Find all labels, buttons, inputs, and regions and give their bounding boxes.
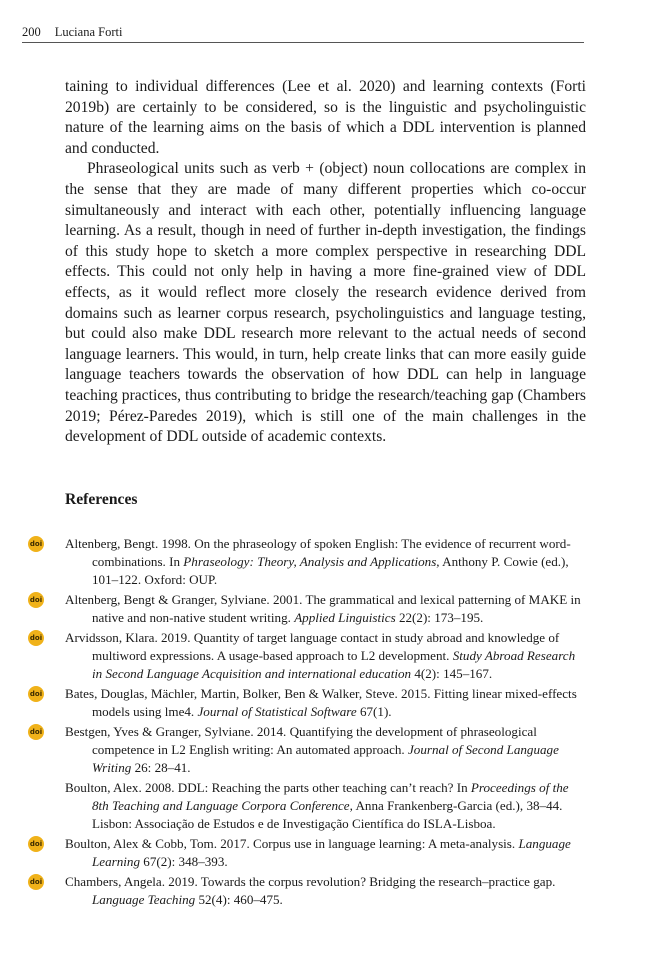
reference-text: Bestgen, Yves & Granger, Sylviane. 2014. Quantifying the development of phraseological competence in L2 English writing: An automated approach. (65, 724, 537, 757)
doi-icon[interactable]: doi (28, 630, 44, 646)
doi-icon[interactable]: doi (28, 836, 44, 852)
reference-text: Boulton, Alex. 2008. DDL: Reaching the parts other teaching can’t reach? In (65, 780, 471, 795)
reference-item (29, 873, 587, 909)
reference-text: 22(2): 173–195. (395, 610, 484, 625)
doi-icon[interactable]: doi (28, 686, 44, 702)
reference-text: Altenberg, Bengt. 1998. On the phraseology of spoken English: The evidence of recurrent word-combinations. In (65, 536, 571, 569)
reference-text: Anna Frankenberg-Garcia (ed.), 38–44. Lisbon: Associação de Estudos e de Investigação Científica do ISLA-Lisboa. (92, 798, 563, 831)
doi-icon[interactable]: doi (28, 724, 44, 740)
reference-text: Arvidsson, Klara. 2019. Quantity of target language contact in study abroad and knowledge of multiword expressions. A usage-based approach to L2 development. (65, 630, 560, 663)
doi-icon[interactable]: doi (28, 592, 44, 608)
running-author: Luciana Forti (54, 25, 123, 39)
reference-item (29, 685, 587, 721)
reference-text: 52(4): 460–475. (195, 892, 283, 907)
reference-source-title: Language Learning (92, 836, 571, 869)
reference-source-title: Proceedings of the 8th Teaching and Language Corpora Conference, (92, 780, 569, 813)
reference-item (29, 723, 587, 777)
reference-source-title: Applied Linguistics (294, 610, 396, 625)
reference-item (29, 535, 587, 589)
reference-text: 4(2): 145–167. (411, 666, 493, 681)
reference-text: Anthony P. Cowie (ed.), 101–122. Oxford: OUP. (92, 554, 569, 587)
reference-source-title: Phraseology: Theory, Analysis and Applications, (183, 554, 440, 569)
reference-text: Altenberg, Bengt & Granger, Sylviane. 2001. The grammatical and lexical patterning of MAKE in native and non-native student writing. (65, 592, 581, 625)
reference-list (29, 535, 587, 911)
page-number: 200 (22, 25, 41, 39)
doi-icon[interactable]: doi (28, 874, 44, 890)
body-text (65, 77, 586, 448)
reference-text: 67(1). (356, 704, 392, 719)
reference-item (29, 629, 587, 683)
reference-item (65, 779, 587, 833)
reference-source-title: Journal of Statistical Software (197, 704, 357, 719)
reference-item (29, 591, 587, 627)
reference-source-title: Study Abroad Research in Second Language Acquisition and international education (92, 648, 576, 681)
references-heading: References (65, 491, 138, 508)
reference-text: Chambers, Angela. 2019. Towards the corpus revolution? Bridging the research–practice gap. (65, 874, 556, 889)
reference-text: 26: 28–41. (131, 760, 191, 775)
paragraph: taining to individual differences (Lee et al. 2020) and learning contexts (Forti 2019b) are certainly to be considered, so is the linguistic and psycholinguistic nature of the learning aims on the basis of which a DDL intervention is planned and conducted. (65, 78, 586, 157)
reference-text: 67(2): 348–393. (140, 854, 228, 869)
running-header (22, 22, 584, 43)
paragraph: Phraseological units such as verb + (object) noun collocations are complex in the sense that they are made of many different properties which co-occur simultaneously and interact with each other, potentially influencing language learning. As a result, though in need of further in-depth investigation, the findings of this study hope to sketch a more complex perspective in researching DDL effects. This could not only help in having a more fine-grained view of DDL effects, as it would reflect more closely the research evidence derived from domains such as learner corpus research, psycholinguistics and language testing, but could also make DDL research more relevant to the actual needs of second language learners. This would, in turn, help create links that can more easily guide language teachers towards the observation of how DDL can help in language teaching practices, thus contributing to bridge the research/teaching gap (Chambers 2019; Pérez-Paredes 2019), which is still one of the main challenges in the development of DDL outside of academic contexts. (65, 160, 586, 446)
reference-source-title: Journal of Second Language Writing (92, 742, 559, 775)
reference-item (29, 835, 587, 871)
reference-text: Bates, Douglas, Mächler, Martin, Bolker, Ben & Walker, Steve. 2015. Fitting linear mixed-effects models using lme4. (65, 686, 577, 719)
reference-text: Boulton, Alex & Cobb, Tom. 2017. Corpus use in language learning: A meta-analysis. (65, 836, 519, 851)
doi-icon[interactable]: doi (28, 536, 44, 552)
reference-source-title: Language Teaching (92, 892, 196, 907)
